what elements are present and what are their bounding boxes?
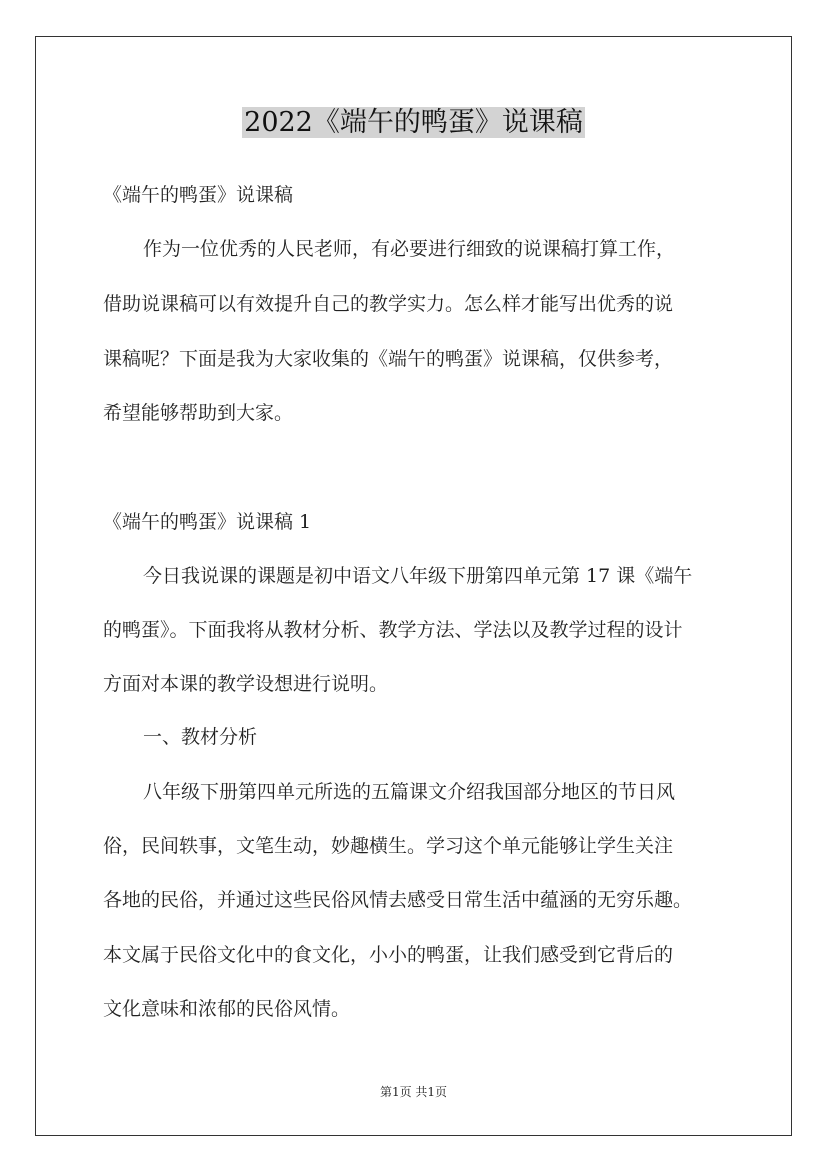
- intro-line: 作为一位优秀的人民老师，有必要进行细致的说课稿打算工作，: [143, 238, 676, 260]
- document-title: [0, 106, 827, 140]
- section-paragraph-line: 今日我说课的课题是初中语文八年级下册第四单元第 17 课《端午: [143, 565, 693, 587]
- intro-line: 借助说课稿可以有效提升自己的教学实力。怎么样才能写出优秀的说: [103, 293, 674, 315]
- analysis-line: 文化意味和浓郁的民俗风情。: [103, 998, 351, 1020]
- section-heading: 《端午的鸭蛋》说课稿 1: [103, 511, 312, 533]
- page-footer: 第1页 共1页: [379, 1085, 448, 1099]
- intro-line: 课稿呢？下面是我为大家收集的《端午的鸭蛋》说课稿，仅供参考，: [103, 348, 674, 370]
- section-paragraph-line: 方面对本课的教学设想进行说明。: [103, 673, 389, 695]
- section-paragraph-line: 的鸭蛋》。下面我将从教材分析、教学方法、学法以及教学过程的设计: [103, 619, 683, 641]
- analysis-line: 各地的民俗，并通过这些民俗风情去感受日常生活中蕴涵的无穷乐趣。: [103, 889, 693, 911]
- document-subtitle: 《端午的鸭蛋》说课稿: [103, 184, 294, 206]
- intro-line: 希望能够帮助到大家。: [103, 402, 294, 424]
- analysis-line: 八年级下册第四单元所选的五篇课文介绍我国部分地区的节日风: [143, 781, 676, 803]
- analysis-line: 俗，民间轶事，文笔生动，妙趣横生。学习这个单元能够让学生关注: [103, 835, 674, 857]
- analysis-line: 本文属于民俗文化中的食文化，小小的鸭蛋，让我们感受到它背后的: [103, 944, 674, 966]
- document-title-text: 2022《端午的鸭蛋》说课稿: [244, 107, 583, 138]
- subheading: 一、教材分析: [143, 726, 258, 748]
